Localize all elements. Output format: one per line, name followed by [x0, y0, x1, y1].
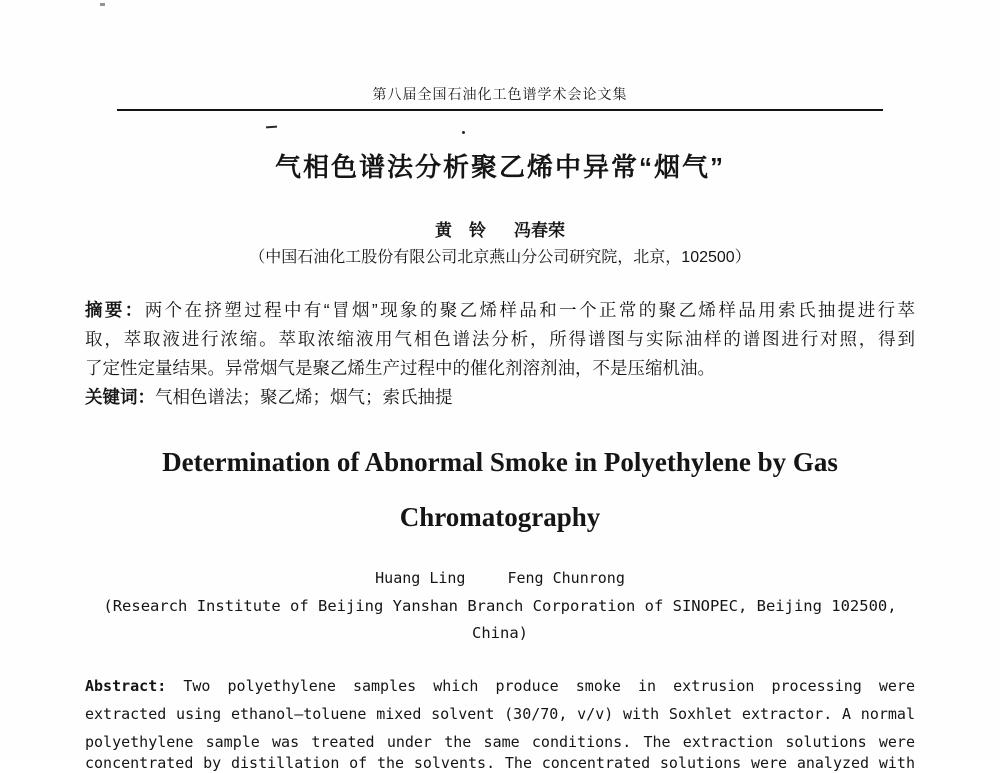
paper-title-english-line1: Determination of Abnormal Smoke in Polyethylene by Gas [162, 447, 838, 477]
abstract-text: extracted using ethanol—toluene mixed solvent (30/70, v/v) with Soxhlet extractor. A normal [85, 705, 915, 723]
scan-artifact [266, 126, 277, 129]
author-name: 冯春荣 [514, 221, 565, 240]
abstract-text: Two polyethylene samples which produce smoke in extrusion processing were [183, 677, 915, 695]
abstract-line [85, 732, 915, 752]
abstract-chinese [85, 296, 915, 412]
header-rule [117, 109, 883, 111]
keywords-text: 气相色谱法；聚乙烯；烟气；索氏抽提 [155, 387, 453, 407]
keywords-line [85, 383, 915, 412]
paper-title-chinese: 气相色谱法分析聚乙烯中异常“烟气” [274, 152, 725, 182]
abstract-text: concentrated by distillation of the solvents. The concentrated solutions were analyzed with [85, 754, 915, 772]
abstract-line [85, 354, 915, 383]
authors-english [0, 569, 1000, 587]
abstract-line [85, 325, 915, 354]
abstract-line [85, 676, 915, 696]
abstract-label: Abstract: [85, 677, 167, 695]
abstract-line [85, 296, 915, 325]
abstract-text: 了定性定量结果。异常烟气是聚乙烯生产过程中的催化剂溶剂油，不是压缩机油。 [85, 358, 715, 378]
abstract-line [85, 704, 915, 724]
abstract-text: polyethylene sample was treated under the same conditions. The extraction solutions were [85, 733, 915, 751]
abstract-text: 两个在挤塑过程中有“冒烟”现象的聚乙烯样品和一个正常的聚乙烯样品用索氏抽提进行萃 [144, 300, 915, 320]
abstract-text: 取，萃取液进行浓缩。萃取浓缩液用气相色谱法分析，所得谱图与实际油样的谱图进行对照，得到 [85, 329, 915, 349]
keywords-label: 关键词： [85, 387, 155, 407]
authors-chinese [0, 216, 1000, 241]
affiliation-english-line2: China) [472, 624, 528, 642]
affiliation-english-line1: (Research Institute of Beijing Yanshan Branch Corporation of SINOPEC, Beijing 102500, [103, 597, 897, 615]
author-name: Huang Ling [375, 569, 466, 587]
scan-artifact [462, 131, 465, 134]
author-name: Feng Chunrong [507, 569, 625, 587]
proceedings-header: 第八届全国石油化工色谱学术会论文集 [372, 86, 628, 102]
abstract-line-cutoff [85, 753, 915, 772]
abstract-label: 摘要： [85, 300, 145, 320]
paper-title-english-line2: Chromatography [399, 502, 601, 532]
author-name: 黄 铃 [435, 221, 486, 240]
scan-artifact [100, 3, 105, 6]
affiliation-chinese: （中国石油化工股份有限公司北京燕山分公司研究院，北京，102500） [249, 249, 751, 266]
